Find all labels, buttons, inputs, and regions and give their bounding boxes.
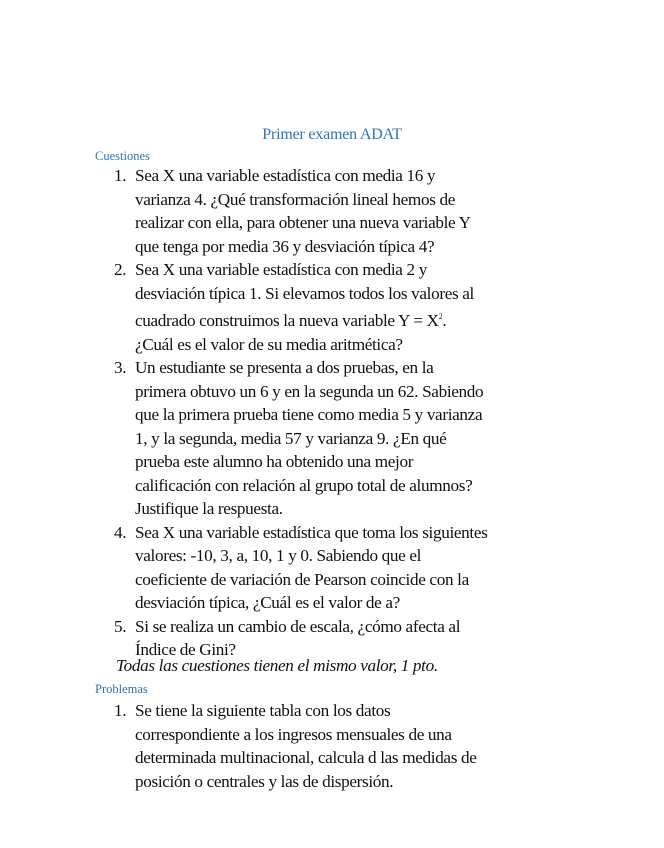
question-line: varianza 4. ¿Qué transformación lineal hemos de bbox=[135, 189, 455, 209]
question-line: coeficiente de variación de Pearson coincide con la bbox=[135, 569, 469, 589]
question-line: Sea X una variable estadística que toma los siguientes bbox=[135, 522, 488, 542]
problems-list bbox=[114, 699, 575, 793]
question-line: Sea X una variable estadística con media 2 y bbox=[135, 260, 427, 279]
question-item-2 bbox=[114, 258, 575, 356]
question-line: primera obtuvo un 6 y en la segunda un 62. Sabiendo bbox=[135, 381, 484, 401]
question-number: 1. bbox=[114, 166, 127, 185]
question-number: 5. bbox=[114, 616, 127, 636]
question-line: Justifique la respuesta. bbox=[135, 499, 283, 518]
question-line: calificación con relación al grupo total de alumnos? bbox=[135, 475, 473, 495]
question-number: 4. bbox=[114, 522, 127, 542]
question-line: desviación típica 1. Si elevamos todos los valores al bbox=[135, 283, 474, 303]
section-heading-problemas: Problemas bbox=[95, 682, 148, 696]
superscript-exponent: 2 bbox=[438, 312, 443, 321]
question-line: Sea X una variable estadística con media 16 y bbox=[135, 166, 436, 185]
problem-item-1 bbox=[114, 699, 575, 793]
question-line: que tenga por media 36 y desviación típica 4? bbox=[135, 236, 435, 256]
grading-note: Todas las cuestiones tienen el mismo valor, 1 pto. bbox=[116, 656, 438, 675]
problem-number: 1. bbox=[114, 701, 127, 720]
question-line: 1, y la segunda, media 57 y varianza 9. ¿En qué bbox=[135, 428, 447, 448]
question-line: desviación típica, ¿Cuál es el valor de a? bbox=[135, 593, 400, 612]
question-line bbox=[135, 305, 575, 333]
question-item-5 bbox=[114, 615, 575, 662]
line-suffix: . bbox=[442, 311, 447, 330]
question-number: 3. bbox=[114, 358, 127, 377]
problem-line: determinada multinacional, calcula d las medidas de bbox=[135, 748, 477, 767]
document-title: Primer examen ADAT bbox=[262, 126, 402, 143]
problem-line: correspondiente a los ingresos mensuales de una bbox=[135, 724, 452, 744]
question-line: ¿Cuál es el valor de su media aritmética? bbox=[135, 334, 403, 354]
question-line: prueba este alumno ha obtenido una mejor bbox=[135, 452, 414, 471]
question-line: que la primera prueba tiene como media 5 y varianza bbox=[135, 405, 483, 424]
question-line-text: cuadrado construimos la nueva variable Y = X bbox=[135, 311, 439, 330]
question-item-4 bbox=[114, 521, 575, 615]
question-item-1 bbox=[114, 164, 575, 258]
question-line: Un estudiante se presenta a dos pruebas, en la bbox=[135, 358, 434, 377]
question-line: Índice de Gini? bbox=[135, 640, 236, 659]
question-number: 2. bbox=[114, 260, 127, 279]
problem-line: Se tiene la siguiente tabla con los datos bbox=[135, 701, 391, 720]
question-item-3 bbox=[114, 356, 575, 521]
question-line: realizar con ella, para obtener una nueva variable Y bbox=[135, 213, 471, 232]
questions-list bbox=[114, 164, 575, 662]
question-line: valores: -10, 3, a, 10, 1 y 0. Sabiendo que el bbox=[135, 546, 422, 565]
problem-line: posición o centrales y las de dispersión. bbox=[135, 771, 394, 791]
section-heading-cuestiones: Cuestiones bbox=[95, 149, 150, 163]
question-line: Si se realiza un cambio de escala, ¿cómo afecta al bbox=[135, 616, 461, 636]
